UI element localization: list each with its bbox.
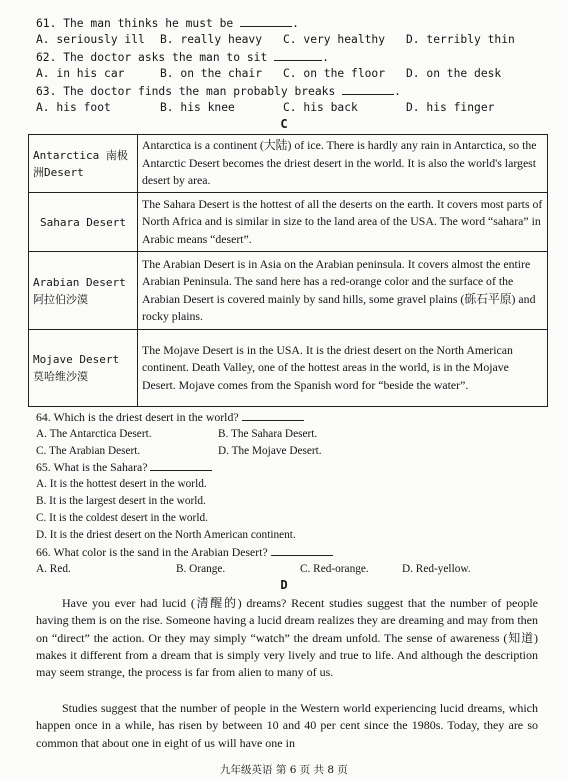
question-64 — [36, 410, 304, 424]
desert-name: Sahara Desert — [29, 193, 138, 252]
q61-option-a[interactable]: A. seriously ill — [36, 33, 145, 46]
section-d-heading: D — [280, 578, 288, 592]
page-footer: 九年级英语 第 6 页 共 8 页 — [220, 764, 348, 776]
question-62 — [36, 50, 329, 65]
q65-option-c[interactable]: C. It is the coldest desert in the world. — [36, 512, 208, 524]
question-63 — [36, 84, 401, 99]
q66-option-d[interactable]: D. Red-yellow. — [402, 563, 471, 575]
desert-description: Antarctica is a continent (大陆) of ice. There is hardly any rain in Antarctica, so the Antarctic Desert becomes the driest desert in the world. It is also the world's largest desert by area. — [138, 135, 548, 193]
question-65-stem: 65. What is the Sahara? — [36, 460, 148, 474]
q64-option-b[interactable]: B. The Sahara Desert. — [218, 428, 318, 440]
passage-d-paragraph-1: Have you ever had lucid (清醒的) dreams? Recent studies suggest that the number of people having them is on the rise. Someone having a lucid dream realizes they are dreaming and may from then on “direct” the action. Or they may simply “watch” the dream unfold. The sense of awareness (知道) makes it different from a dream that is simply very lively and true to life. And although the description may seem strange, the process is far from alien to many of us. — [36, 596, 538, 680]
question-65 — [36, 460, 212, 474]
answer-blank[interactable] — [271, 545, 333, 556]
q66-option-a[interactable]: A. Red. — [36, 563, 71, 575]
q65-option-b[interactable]: B. It is the largest desert in the world. — [36, 495, 206, 507]
question-63-stem: 63. The doctor finds the man probably breaks — [36, 85, 336, 98]
q63-option-c[interactable]: C. his back — [283, 101, 358, 114]
desert-description: The Arabian Desert is in Asia on the Arabian peninsula. It covers almost the entire Arabian Peninsula. The sand here has a red-orange color and the surface of the Arabian Desert is covered mainly by sand hills, some gravel plains (砾石平原) and rocky plains. — [138, 252, 548, 330]
desert-name: Arabian Desert 阿拉伯沙漠 — [29, 252, 138, 330]
table-row — [29, 330, 548, 407]
q62-option-d[interactable]: D. on the desk — [406, 67, 502, 80]
desert-description: The Mojave Desert is in the USA. It is the driest desert on the North American continent. Death Valley, one of the hottest areas in the world, is in the Mojave Desert. Mojave comes from the Spanish word for “beside the water”. — [138, 330, 548, 407]
q63-option-d[interactable]: D. his finger — [406, 101, 495, 114]
answer-blank[interactable] — [242, 410, 304, 421]
q61-option-c[interactable]: C. very healthy — [283, 33, 386, 46]
answer-blank[interactable] — [342, 84, 394, 95]
question-61-stem: 61. The man thinks he must be — [36, 17, 234, 30]
question-suffix: . — [322, 51, 329, 64]
q62-option-c[interactable]: C. on the floor — [283, 67, 386, 80]
q66-option-c[interactable]: C. Red-orange. — [300, 563, 369, 575]
question-suffix: . — [394, 85, 401, 98]
desert-name: Mojave Desert 莫哈维沙漠 — [29, 330, 138, 407]
q62-option-a[interactable]: A. in his car — [36, 67, 125, 80]
q65-option-a[interactable]: A. It is the hottest desert in the world. — [36, 478, 207, 490]
question-61 — [36, 16, 299, 31]
answer-blank[interactable] — [274, 50, 322, 61]
question-66 — [36, 545, 333, 559]
table-row — [29, 193, 548, 252]
q64-option-a[interactable]: A. The Antarctica Desert. — [36, 428, 152, 440]
q64-option-c[interactable]: C. The Arabian Desert. — [36, 445, 141, 457]
q63-option-b[interactable]: B. his knee — [160, 101, 235, 114]
answer-blank[interactable] — [240, 16, 292, 27]
desert-table — [28, 134, 548, 407]
question-62-stem: 62. The doctor asks the man to sit — [36, 51, 268, 64]
question-64-stem: 64. Which is the driest desert in the world? — [36, 410, 239, 424]
q63-option-a[interactable]: A. his foot — [36, 101, 111, 114]
table-row — [29, 252, 548, 330]
table-row — [29, 135, 548, 193]
question-suffix: . — [292, 17, 299, 30]
desert-name: Antarctica 南极洲Desert — [29, 135, 138, 193]
q64-option-d[interactable]: D. The Mojave Desert. — [218, 445, 322, 457]
q66-option-b[interactable]: B. Orange. — [176, 563, 226, 575]
q62-option-b[interactable]: B. on the chair — [160, 67, 263, 80]
passage-d-paragraph-2: Studies suggest that the number of people in the Western world experiencing lucid dreams, which happen once in a while, has risen by between 10 and 40 per cent since the 1980s. Today, they are so common that about one in eight of us will have one in — [36, 701, 538, 750]
section-c-heading: C — [280, 117, 288, 131]
desert-description: The Sahara Desert is the hottest of all the deserts on the earth. It covers most parts of North Africa and is similar in size to the land area of the USA. The word “sahara” in Arabic means “desert”. — [138, 193, 548, 252]
q61-option-b[interactable]: B. really heavy — [160, 33, 263, 46]
answer-blank[interactable] — [150, 460, 212, 471]
q65-option-d[interactable]: D. It is the driest desert on the North American continent. — [36, 529, 296, 541]
q61-option-d[interactable]: D. terribly thin — [406, 33, 515, 46]
question-66-stem: 66. What color is the sand in the Arabian Desert? — [36, 545, 268, 559]
